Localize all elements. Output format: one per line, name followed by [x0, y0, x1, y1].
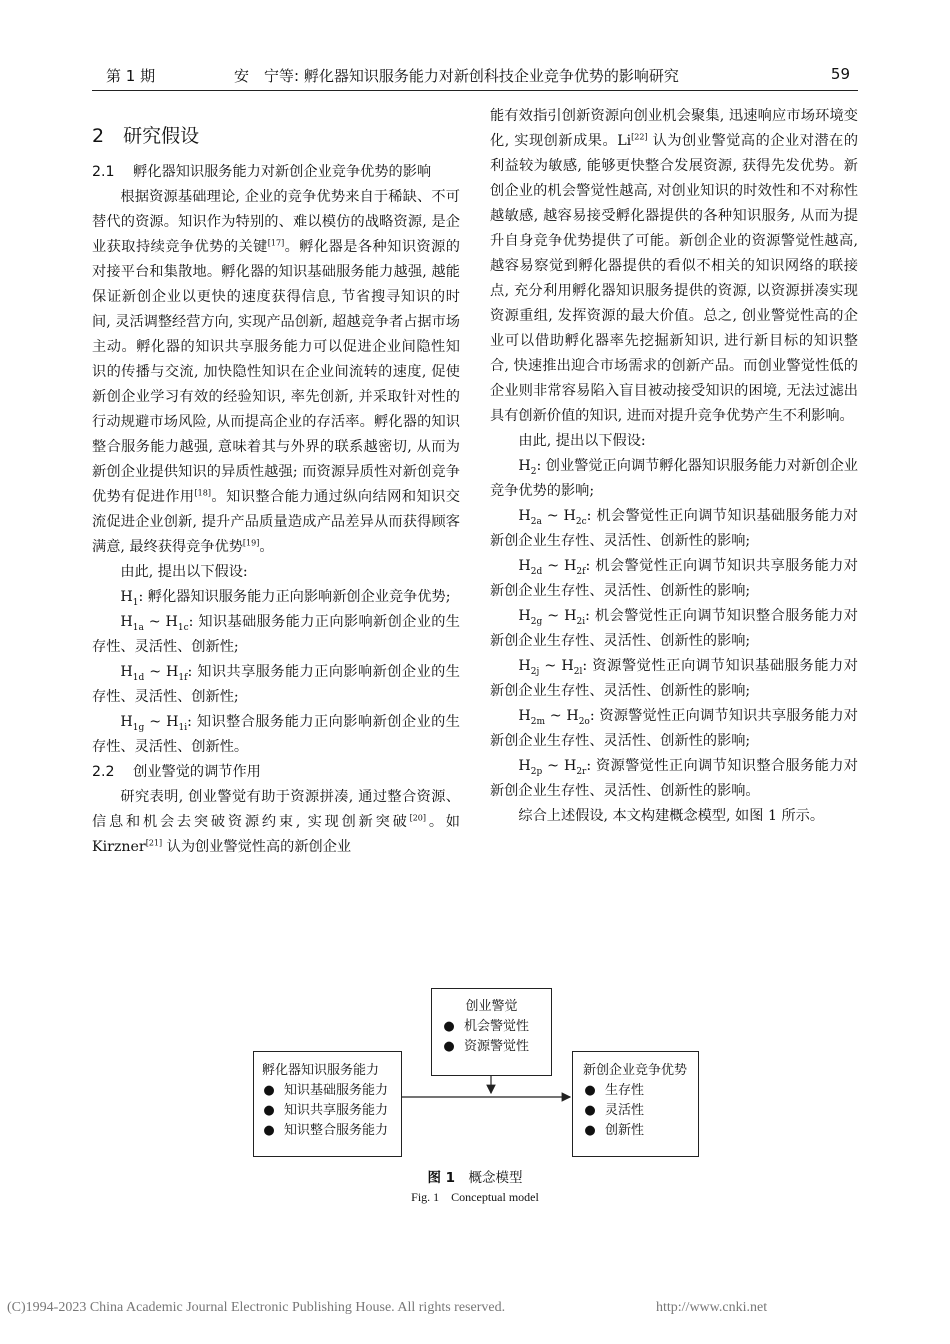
issue-number: 第 1 期	[106, 67, 156, 85]
hypothesis-h2m: $H_{2m}$ ~ $H_{2o}$: 资源警觉性正向调节知识共享服务能力对新创企业生存性、灵活性、创新性的影响;	[490, 708, 858, 749]
list-item: ● 知识整合服务能力	[263, 1123, 389, 1138]
independent-variable-box	[253, 1051, 402, 1157]
subsection-text: 创业警觉的调节作用	[133, 764, 261, 780]
hypothesis-h2d: $H_{2d}$ ~ $H_{2f}$: 机会警觉性正向调节知识共享服务能力对新创企业生存性、灵活性、创新性的影响;	[490, 558, 858, 599]
hypothesis-h1g: $H_{1g}$ ~ $H_{1i}$: 知识整合服务能力正向影响新创企业的生存性、灵活性、创新性。	[92, 714, 460, 755]
hypothesis-h2j: $H_{2j}$ ~ $H_{2l}$: 资源警觉性正向调节知识基础服务能力对新创企业生存性、灵活性、创新性的影响;	[490, 658, 858, 699]
cnki-link[interactable]: http://www.cnki.net	[656, 1300, 768, 1315]
moderator-box-title: 创业警觉	[465, 999, 518, 1014]
list-item: ● 知识基础服务能力	[263, 1083, 389, 1098]
dependent-box-title: 新创企业竞争优势	[583, 1063, 688, 1078]
paragraph: 能有效指引创新资源向创业机会聚集, 迅速响应市场环境变化, 实现创新成果。Li[22] 认为创业警觉高的企业对潜在的利益较为敏感, 能够更快整合发展资源, 获得先发优势。新创企业的机会警觉性越高, 对创业知识的时效性和不对称性越敏感, 越容易接受孵化器提供的各种知识服务, 从而为提升自身竞争优势提供了可能。新创企业的资源警觉性越高, 越容易察觉到孵化器提供的看似不相关的知识网络的联接点, 充分利用孵化器知识服务提供的资源, 以资源拼凑实现资源重组, 发挥资源的最大价值。总之, 创业警觉性高的企业可以借助孵化器率先挖掘新知识, 进行新目标的知识整合, 快速推出迎合市场需求的创新产品。而创业警觉性低的企业则非常容易陷入盲目被动接受知识的困境, 无法过滤出具有创新价值的知识, 进而对提升竞争优势产生不利影响。	[490, 108, 859, 424]
hypothesis-h1: $H_1$: 孵化器知识服务能力正向影响新创企业竞争优势;	[120, 589, 451, 608]
paragraph: 研究表明, 创业警觉有助于资源拼凑, 通过整合资源、信息和机会去突破资源约束, 实现创新突破[20]。如 Kirzner[21] 认为创业警觉性高的新创企业	[92, 789, 460, 855]
list-item: ● 机会警觉性	[443, 1019, 530, 1034]
running-title: 安 宁等: 孵化器知识服务能力对新创科技企业竞争优势的影响研究	[234, 67, 679, 85]
citation[interactable]: [20]	[409, 813, 427, 823]
hypothesis-h2a: $H_{2a}$ ~ $H_{2c}$: 机会警觉性正向调节知识基础服务能力对新创企业生存性、灵活性、创新性的影响;	[490, 508, 858, 549]
paragraph: 由此, 提出以下假设:	[518, 433, 646, 449]
independent-box-title: 孵化器知识服务能力	[262, 1063, 380, 1078]
list-item: ● 生存性	[584, 1083, 645, 1098]
hypothesis-h2: $H_2$: 创业警觉正向调节孵化器知识服务能力对新创企业竞争优势的影响;	[490, 458, 858, 499]
citation[interactable]: [21]	[145, 838, 163, 848]
citation[interactable]: [19]	[242, 538, 260, 548]
paragraph: 由此, 提出以下假设:	[120, 564, 248, 580]
copyright-notice: (C)1994-2023 China Academic Journal Electronic Publishing House. All rights reserved.	[7, 1300, 506, 1315]
running-header	[92, 62, 858, 91]
hypothesis-h2p: $H_{2p}$ ~ $H_{2r}$: 资源警觉性正向调节知识整合服务能力对新创企业生存性、灵活性、创新性的影响。	[490, 758, 858, 799]
paragraph: 根据资源基础理论, 企业的竞争优势来自于稀缺、不可替代的资源。知识作为特别的、难以模仿的战略资源, 是企业获取持续竞争优势的关键[17]。孵化器是各种知识资源的对接平台和集散地。孵化器的知识基础服务能力越强, 越能保证新创企业以更快的速度获得信息, 节省搜寻知识的时间, 灵活调整经营方向, 实现产品创新, 超越竞争者占据市场主动。孵化器的知识共享服务能力可以促进企业间隐性知识的传播与交流, 加快隐性知识在企业间流转的速度, 促使新创企业学习有效的经验知识, 率先创新, 并采取针对性的行动规避市场风险, 从而提高企业的存活率。孵化器的知识整合服务能力越强, 意味着其与外界的联系越密切, 从而为新创企业提供知识的异质性越强; 而资源异质性对新创竞争优势有促进作用[18]。知识整合能力通过纵向结网和知识交流促进企业创新, 提升产品质量造成产品差异从而获得顾客满意, 最终获得竞争优势[19]。	[92, 189, 460, 555]
hypothesis-h2g: $H_{2g}$ ~ $H_{2i}$: 机会警觉性正向调节知识整合服务能力对新创企业生存性、灵活性、创新性的影响;	[490, 608, 858, 649]
left-column	[92, 104, 460, 860]
citation[interactable]: [18]	[194, 488, 211, 498]
subsection-number: 2.2	[92, 764, 115, 780]
right-column	[490, 104, 858, 829]
subsection-text: 孵化器知识服务能力对新创企业竞争优势的影响	[133, 164, 432, 180]
citation[interactable]: [22]	[631, 132, 648, 142]
paragraph: 综合上述假设, 本文构建概念模型, 如图 1 所示。	[518, 808, 825, 824]
subsection-title-2-2	[92, 760, 460, 785]
list-item: ● 创新性	[584, 1123, 645, 1138]
citation[interactable]: [17]	[267, 238, 285, 248]
figure-caption-en: Fig. 1 Conceptual model	[411, 1190, 539, 1204]
hypothesis-h1a: $H_{1a}$ ~ $H_{1c}$: 知识基础服务能力正向影响新创企业的生存性、灵活性、创新性;	[92, 614, 460, 655]
figure-caption-zh: 图 1 概念模型	[427, 1170, 523, 1186]
moderator-box	[431, 988, 552, 1076]
page-number: 59	[830, 65, 850, 83]
subsection-title-2-1	[92, 160, 460, 185]
list-item: ● 知识共享服务能力	[263, 1103, 389, 1118]
dependent-variable-box	[572, 1051, 699, 1157]
section-title: 2 研究假设	[92, 125, 200, 147]
list-item: ● 灵活性	[584, 1103, 645, 1118]
list-item: ● 资源警觉性	[443, 1039, 530, 1054]
hypothesis-h1d: $H_{1d}$ ~ $H_{1f}$: 知识共享服务能力正向影响新创企业的生存性、灵活性、创新性;	[92, 664, 460, 705]
subsection-number: 2.1	[92, 164, 115, 180]
